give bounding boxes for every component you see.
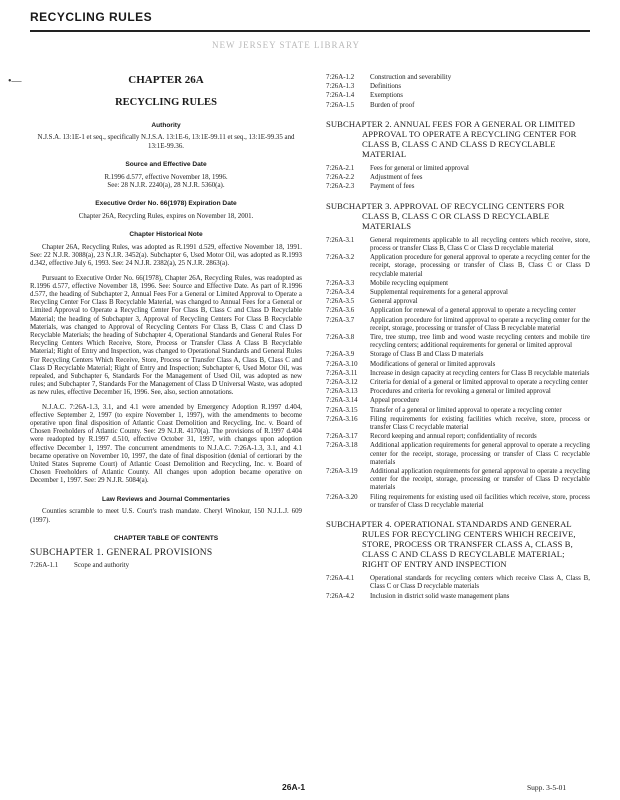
right-column <box>326 74 590 602</box>
toc-entry[interactable] <box>326 433 590 441</box>
toc-entry[interactable] <box>326 102 590 110</box>
source-line-2: See: 28 N.J.R. 2240(a), 28 N.J.R. 5360(a). <box>107 181 225 189</box>
toc-entry[interactable] <box>326 407 590 415</box>
toc-entry-code: 7:26A-3.9 <box>326 351 355 359</box>
chapter-number: CHAPTER 26A <box>128 74 204 86</box>
toc-entry-code: 7:26A-1.2 <box>326 74 355 81</box>
toc-entry-code: 7:26A-3.18 <box>326 442 358 450</box>
executive-order-text: Chapter 26A, Recycling Rules, expires on November 18, 2001. <box>78 212 254 220</box>
toc-entry-code: 7:26A-4.2 <box>326 592 355 600</box>
toc-entry[interactable] <box>326 370 590 378</box>
toc-entry-title: Record keeping and annual report; confidentiality of records <box>370 433 537 441</box>
toc-entry-title: Definitions <box>370 83 402 91</box>
toc-entry-code: 7:26A-3.12 <box>326 379 358 386</box>
supplement-date: Supp. 3-5-01 <box>527 783 567 792</box>
toc-entry-title: Operational standards for recycling centers which receive Class A, Class B, Class C or Class D recyclable materials <box>370 575 590 591</box>
toc-entry[interactable] <box>326 593 590 601</box>
toc-entry[interactable] <box>326 307 590 315</box>
historical-note-paragraph: Chapter 26A, Recycling Rules, was adopted as R.1991 d.529, effective November 18, 1991. See: 22 N.J.R. 3088(a), 23 N.J.R. 3452(a). Subchapter 6, Used Motor Oil, was adopted as R.1993 d.342, effective July 6, 1993. See: 24 N.J.R. 2382(a), 25 N.J.R. 2863(a). <box>30 243 302 268</box>
law-reviews-heading: Law Reviews and Journal Commentaries <box>102 495 230 503</box>
toc-entry[interactable] <box>326 165 590 173</box>
toc-entry[interactable] <box>326 575 590 591</box>
toc-entry[interactable] <box>326 334 590 350</box>
toc-entry-code: 7:26A-3.3 <box>326 279 355 287</box>
toc-entry-code: 7:26A-3.4 <box>326 288 355 296</box>
toc-entry[interactable] <box>326 351 590 359</box>
toc-remaining-subchapters <box>326 119 590 601</box>
toc-entry-title: Payment of fees <box>370 183 415 191</box>
toc-entry-code: 7:26A-1.3 <box>326 83 355 91</box>
toc-entry-code: 7:26A-3.11 <box>326 369 358 377</box>
running-header <box>30 10 590 32</box>
subchapter-1-heading: SUBCHAPTER 1. GENERAL PROVISIONS <box>30 547 213 558</box>
toc-entry[interactable] <box>326 83 590 91</box>
toc-entry[interactable] <box>326 379 590 387</box>
toc-entry[interactable] <box>326 317 590 333</box>
toc-entry-title: Inclusion in district solid waste management plans <box>370 592 510 600</box>
toc-entry[interactable] <box>326 416 590 432</box>
toc-entry-title: Mobile recycling equipment <box>370 279 449 287</box>
subchapter-4-heading: SUBCHAPTER 4. OPERATIONAL STANDARDS AND GENERAL RULES FOR RECYCLING CENTERS WHICH RECEIVE, STORE, PROCESS OR TRANSFER CLASS A, CLASS B, CLASS C AND CLASS D RECYCLABLE MATERIAL; RIGHT OF ENTRY AND INSPECTION <box>326 519 576 570</box>
toc-entry-code: 7:26A-2.2 <box>326 174 355 182</box>
toc-entry[interactable] <box>326 237 590 253</box>
toc-entry-code: 7:26A-1.1 <box>30 562 59 570</box>
subchapter-3-heading: SUBCHAPTER 3. APPROVAL OF RECYCLING CENTERS FOR CLASS B, CLASS C OR CLASS D RECYCLABLE MATERIALS <box>326 200 565 231</box>
toc-entry[interactable] <box>326 494 590 510</box>
executive-order-heading: Executive Order No. 66(1978) Expiration Date <box>95 200 237 208</box>
toc-entry[interactable] <box>326 174 590 182</box>
toc-entry-code: 7:26A-2.3 <box>326 183 355 191</box>
toc-entry[interactable] <box>326 289 590 297</box>
toc-entry-code: 7:26A-3.1 <box>326 236 355 244</box>
toc-entry-title: General approval <box>370 298 418 306</box>
running-header-text: RECYCLING RULES <box>30 10 153 24</box>
source-heading: Source and Effective Date <box>125 160 207 168</box>
toc-entry-title: Transfer of a general or limited approval to operate a recycling center <box>370 406 562 414</box>
source-line-1: R.1996 d.577, effective November 18, 1996. <box>104 173 228 181</box>
toc-entry-title: Construction and severability <box>370 74 452 81</box>
toc-entry-title: Additional application requirements for general approval to operate a recycling center for the receipt, storage, processing or transfer of Class D recyclable materials <box>370 468 590 492</box>
margin-mark: •— <box>8 76 22 87</box>
toc-entry-title: Additional application requirements for general approval to operate a recycling center for the receipt, storage, processing or transfer of Class C recyclable materials <box>370 442 590 466</box>
toc-entry-title: Modifications of general or limited approvals <box>370 360 496 368</box>
toc-entry-title: Scope and authority <box>74 562 130 570</box>
historical-note-paragraph: Pursuant to Executive Order No. 66(1978), Chapter 26A, Recycling Rules, was readopted as R.1996 d.577, effective November 18, 1996. See: Source and Effective Date. As part of R.1996 d.577, the heading of Subchapter 2, Annual Fees For a General or Limited Approval to Operate a Recycling Center For Class B Recyclable Material, was changed to Annual Fees for a General or Limited Approval to Operate a Recycling Center For Class B, Class C and Class D Recyclable Material; the heading of Subchapter 3, Approval of Recycling Centers For Class B Recyclable Materials, was changed to Approval of Recycling Centers For Class B, Class C and Class D Recyclable Materials; the heading of Subchapter 4, Operational Standards and General Rules For Recycling Centers Which Receive, Store, Process or Transfer Class A Class B Recyclable Material; Right of Entry and Inspection, was changed to Operational Standards and General Rules For Recycling Centers Which Receive, Store, Process or Transfer Class A, Class B, Class C and Class D Recyclable Material; Right of Entry and Inspection; Subchapter 6, Used Motor Oil, was repealed, and Subchapter 6, Standards For the Management of Used Oil, was adopted as new rules; and Subchapter 7, Standards For the Management of Class D Universal Waste, was adopted as new rules, effective December 16, 1996. See, also, section annotations. <box>30 274 302 397</box>
toc-entry-title: Tire, tree stump, tree limb and wood waste recycling centers and mobile tire recycling centers; additional requirements for general or limited approval <box>370 333 590 350</box>
toc-entry-title: Application for renewal of a general approval to operate a recycling center <box>370 307 576 315</box>
authority-text: N.J.S.A. 13:1E-1 et seq., specifically N.J.S.A. 13:1E-6, 13:1E-99.11 et seq., 13:1E-99.35 and 13:1E-99.36. <box>37 134 295 150</box>
chapter-title: RECYCLING RULES <box>115 97 217 109</box>
toc-entry-title: Filing requirements for existing used oil facilities which receive, store, process or transfer of Class D recyclable material <box>370 493 590 509</box>
toc-entry[interactable] <box>326 468 590 493</box>
toc-entry-code: 7:26A-3.20 <box>326 493 358 501</box>
toc-entry-code: 7:26A-3.6 <box>326 307 355 315</box>
historical-note-heading: Chapter Historical Note <box>129 231 203 239</box>
toc-entry[interactable] <box>326 280 590 288</box>
left-column <box>30 74 302 571</box>
toc-entry-code: 7:26A-1.4 <box>326 92 355 100</box>
authority-heading: Authority <box>151 121 181 129</box>
historical-note-paragraph: N.J.A.C. 7:26A-1.3, 3.1, and 4.1 were amended by Emergency Adoption R.1997 d.404, effective September 2, 1997 (to expire November 1, 1997), with the amendments to become operative upon final disposition of Atlantic Coast Demolition and Recycling, Inc. v. Board of Chosen Freeholders of Atlantic County. See: 29 N.J.R. 4170(a). The provisions of R.1997 d.404 were readopted by R.1997 d.510, effective October 31, 1997, with changes upon adoption effective December 1, 1997. The concurrent amendments to N.J.A.C. 7:26A-1.3, 3.1, and 4.1 became operative on November 10, 1997, the date of final disposition (denial of certiorari by the United States Supreme Court) of Atlantic Coast Demolition and Recycling, Inc. v. Board of Chosen Freeholders of Atlantic County. All changes upon adoption became operative on December 1, 1997. See: 29 N.J.R. 5084(a). <box>30 403 302 485</box>
toc-entry-code: 7:26A-3.19 <box>326 468 358 476</box>
toc-entry-title: Adjustment of fees <box>370 174 423 182</box>
toc-entry[interactable] <box>326 397 590 405</box>
toc-entry-code: 7:26A-3.17 <box>326 433 358 441</box>
toc-entry[interactable] <box>326 442 590 467</box>
toc-entry[interactable] <box>326 92 590 100</box>
toc-entry-code: 7:26A-3.15 <box>326 406 358 414</box>
toc-entry-code: 7:26A-3.2 <box>326 254 355 262</box>
toc-entry-title: Supplemental requirements for a general approval <box>370 288 508 296</box>
toc-entry-code: 7:26A-3.14 <box>326 397 358 405</box>
toc-entry-title: Storage of Class B and Class D materials <box>370 351 484 359</box>
toc-entry-code: 7:26A-4.1 <box>326 575 355 583</box>
toc-entry-code: 7:26A-3.13 <box>326 388 358 396</box>
toc-entry[interactable] <box>326 74 590 82</box>
library-stamp: NEW JERSEY STATE LIBRARY <box>212 40 361 50</box>
toc-entry-code: 7:26A-2.1 <box>326 165 355 172</box>
toc-entry-title: Fees for general or limited approval <box>370 165 469 172</box>
toc-entry-title: Application procedure for limited approval to operate a recycling center for the receipt, storage, processing or transfer of Class B recyclable material <box>370 316 590 332</box>
toc-entry[interactable] <box>326 388 590 396</box>
toc-entry-title: Filing requirements for existing facilities which receive, store, process or transfer Class C recyclable material <box>370 415 590 432</box>
law-reviews-text: Counties scramble to meet U.S. Court's trash mandate. Cheryl Winokur, 150 N.J.L.J. 609 (1997). <box>30 508 302 524</box>
toc-entry-title: Application procedure for general approval to operate a recycling center for the receipt, storage, processing or transfer of Class B, Class C or Class D recyclable material <box>370 254 590 278</box>
toc-entry-title: Appeal procedure <box>370 397 420 405</box>
toc-entry[interactable] <box>326 361 590 369</box>
toc-heading: CHAPTER TABLE OF CONTENTS <box>113 534 219 542</box>
toc-entry[interactable] <box>326 298 590 306</box>
toc-entry[interactable] <box>326 254 590 279</box>
toc-entry-title: Procedures and criteria for revoking a general or limited approval <box>370 388 551 396</box>
toc-entry-title: Exemptions <box>370 92 403 100</box>
subchapter-2-heading: SUBCHAPTER 2. ANNUAL FEES FOR A GENERAL OR LIMITED APPROVAL TO OPERATE A RECYCLING CENTER FOR CLASS B, CLASS C AND CLASS D RECYCLABLE MATERIAL <box>326 118 577 159</box>
toc-entry-code: 7:26A-3.5 <box>326 298 355 306</box>
toc-entry-code: 7:26A-3.16 <box>326 415 358 423</box>
page-number: 26A-1 <box>282 782 306 792</box>
toc-entry-code: 7:26A-3.7 <box>326 316 355 324</box>
toc-entry-title: Increase in design capacity at recycling centers for Class B recyclable materials <box>370 369 590 377</box>
toc-entry[interactable] <box>326 183 590 191</box>
toc-entry[interactable] <box>30 562 302 570</box>
toc-entry-code: 7:26A-1.5 <box>326 101 355 109</box>
toc-entry-code: 7:26A-3.8 <box>326 333 355 341</box>
toc-entry-title: Criteria for denial of a general or limited approval to operate a recycling center <box>370 379 588 386</box>
toc-entry-title: General requirements applicable to all recycling centers which receive, store, process or transfer Class B, Class C or Class D recyclable material <box>370 236 590 252</box>
toc-entry-code: 7:26A-3.10 <box>326 360 358 368</box>
toc-entry-title: Burden of proof <box>370 101 415 109</box>
